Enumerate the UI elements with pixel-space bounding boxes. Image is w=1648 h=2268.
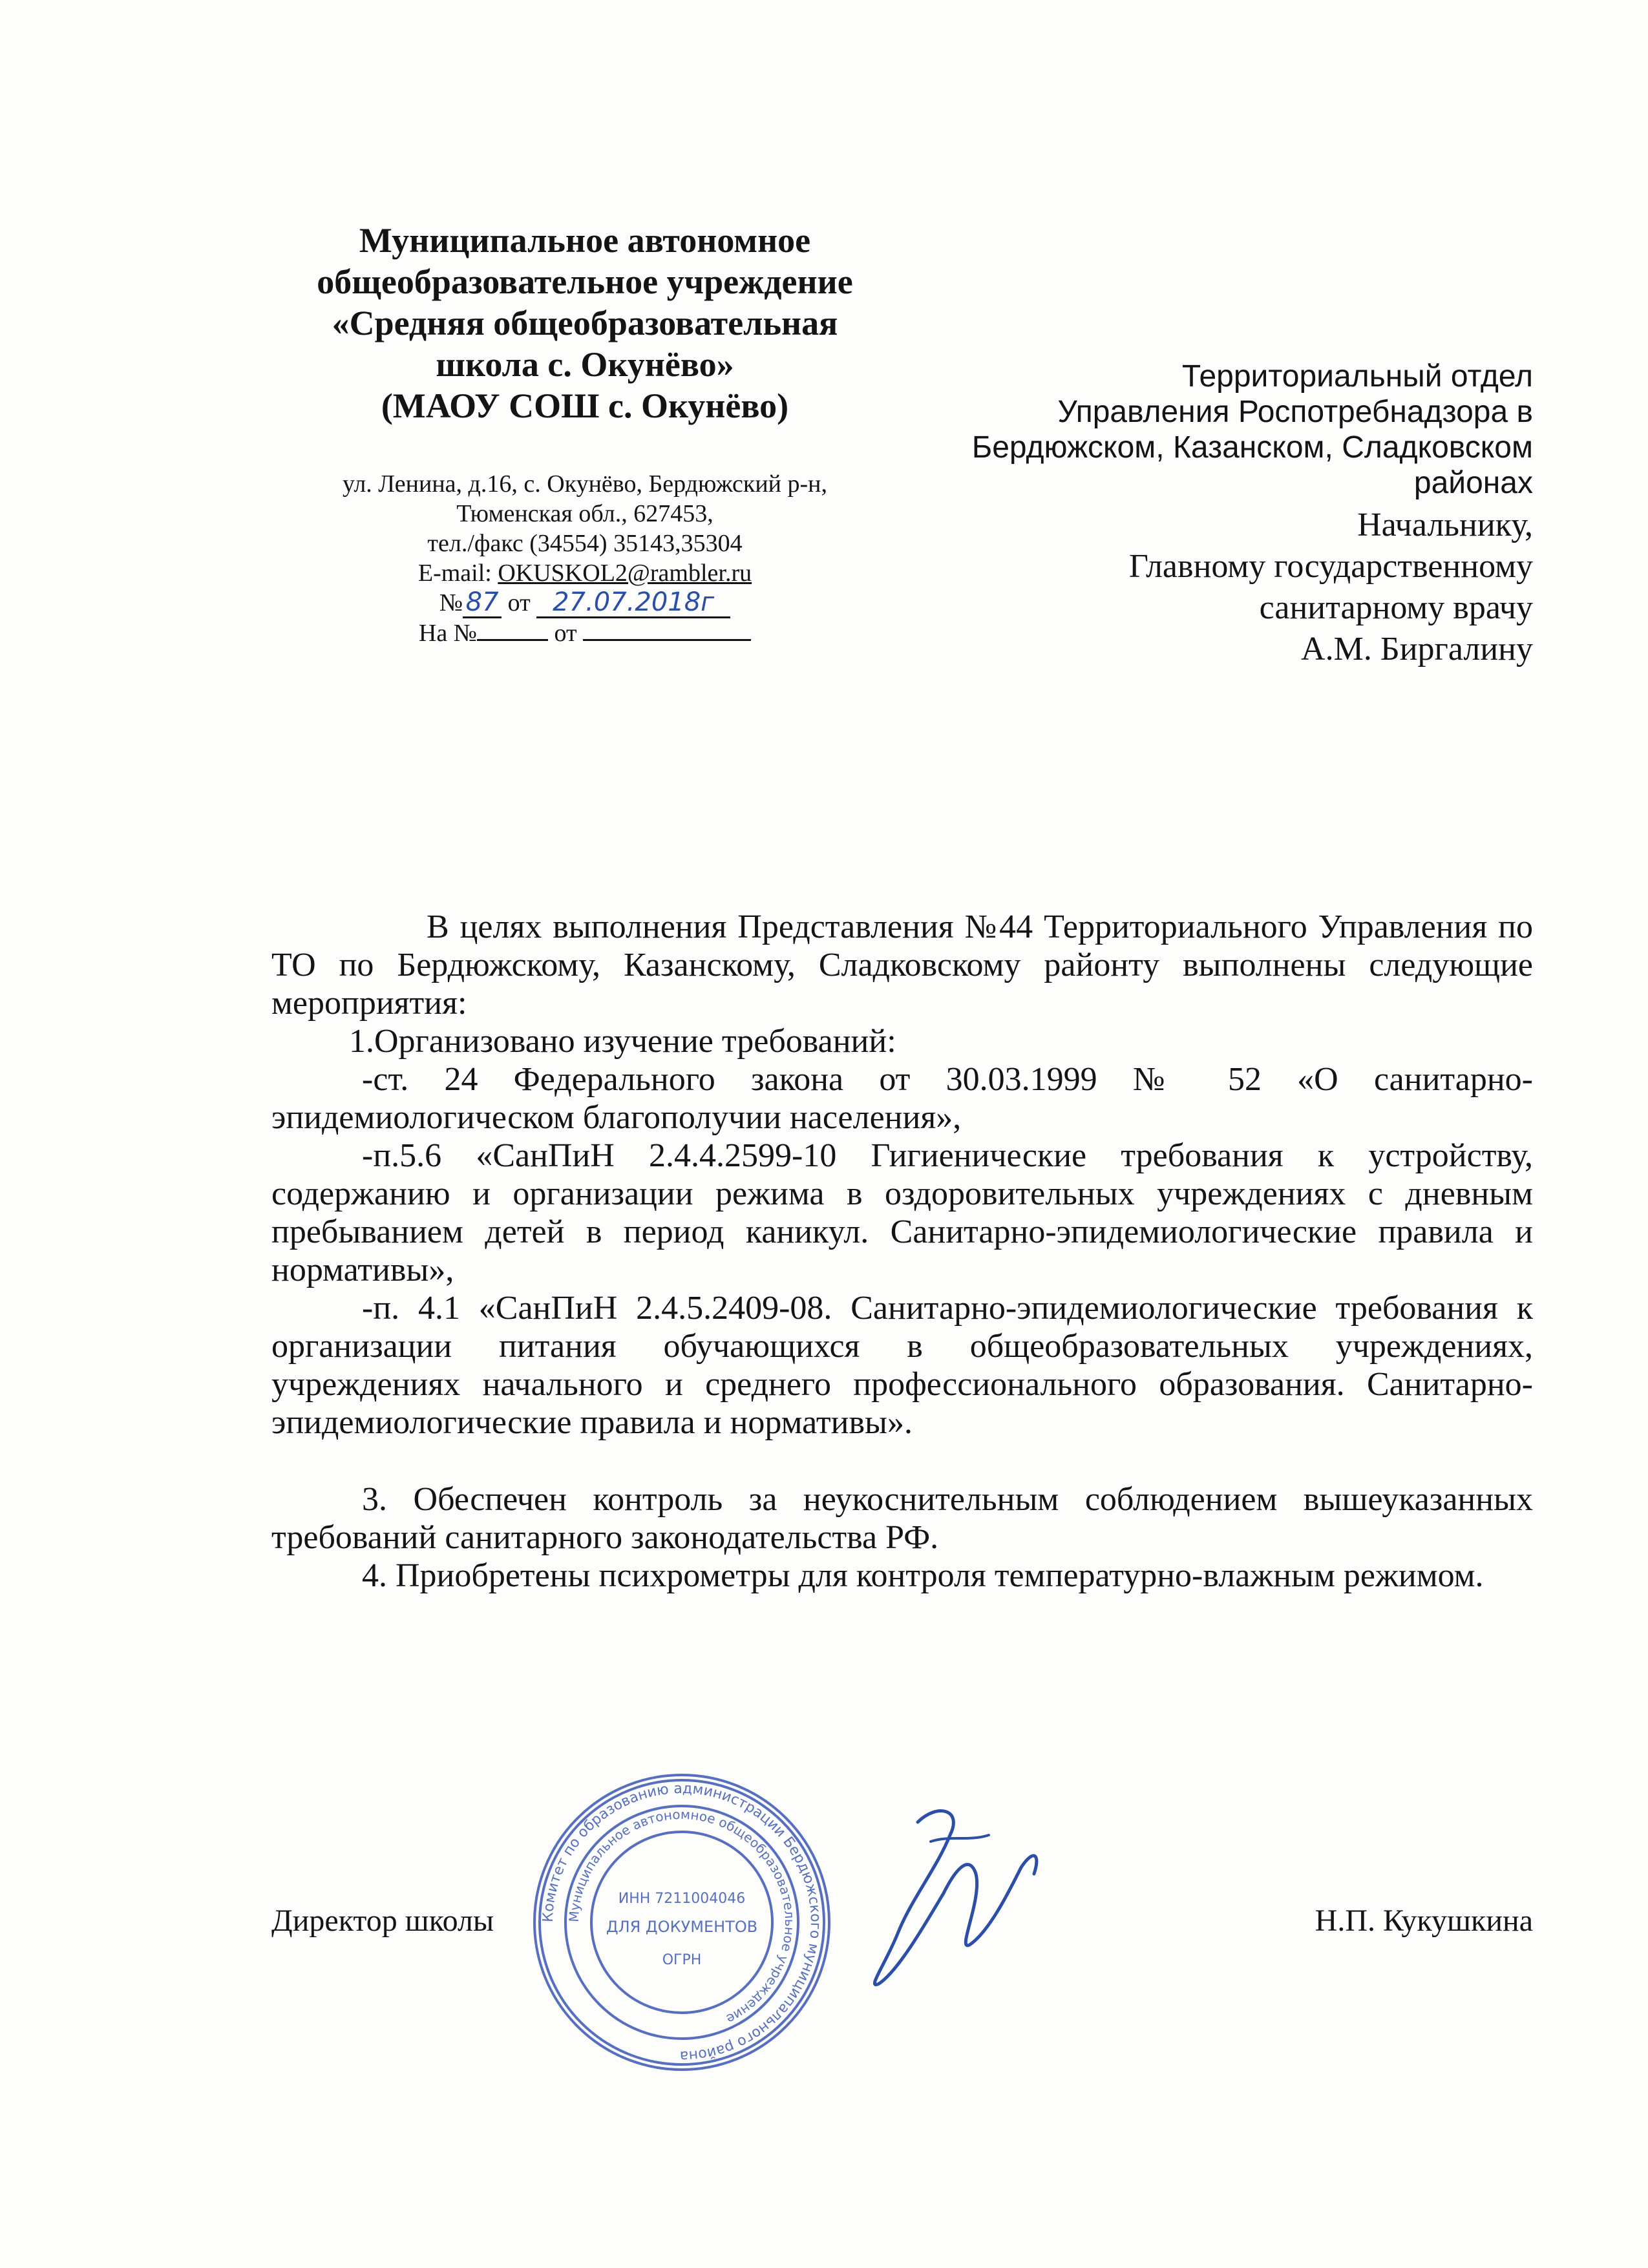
- org-line: Муниципальное автономное: [359, 221, 811, 260]
- org-line: (МАОУ СОШ с. Окунёво): [381, 386, 789, 425]
- requirement-3: -п. 4.1 «СанПиН 2.4.5.2409-08. Санитарно-эпидемиологические требования к организации питания обучающихся в общеобразовательных учреждениях, учреждениях начального и среднего профессионального образования. Санитарно-эпидемиологические правила и нормативы».: [271, 1290, 1533, 1441]
- outgoing-number-line: [259, 588, 911, 618]
- address-line: Тюменская обл., 627453,: [456, 500, 713, 527]
- item-1: 1.Организовано изучение требований:: [349, 1023, 896, 1060]
- email-label: E-mail:: [417, 560, 498, 587]
- requirement-1: -ст. 24 Федерального закона от 30.03.1999 № 52 «О санитарно-эпидемиологическом благополучии населения»,: [271, 1061, 1533, 1136]
- addressee-department: [887, 359, 1533, 501]
- org-line: школа с. Окунёво»: [436, 345, 734, 384]
- item-3: 3. Обеспечен контроль за неукоснительным соблюдением вышеуказанных требований санитарного законодательства РФ.: [271, 1481, 1533, 1556]
- stamp-inn: ИНН 7211004046: [618, 1891, 746, 1907]
- signature-block: [271, 1903, 1533, 1942]
- phone-line: тел./факс (34554) 35143,35304: [427, 530, 743, 557]
- date-label: от: [507, 589, 531, 616]
- addressee-person: [887, 505, 1533, 670]
- outgoing-no-value: 87: [463, 588, 502, 618]
- outgoing-no-label: №: [439, 589, 463, 616]
- stamp-outer-text: Комитет по образованию администрации Бердюжского муниципального района: [540, 1780, 824, 2064]
- letter-body: [271, 908, 1533, 1595]
- intro-paragraph: В целях выполнения Представления №44 Территориального Управления по ТО по Бердюжскому, Казанскому, Сладковскому районту выполнены следующие мероприятия:: [271, 908, 1533, 1022]
- person-line: санитарному врачу: [1259, 589, 1533, 626]
- reply-no-label: На №: [418, 620, 477, 647]
- dept-line: Территориальный отдел: [1181, 359, 1533, 394]
- item-4: 4. Приобретены психрометры для контроля температурно-влажным режимом.: [362, 1557, 1484, 1594]
- sender-block: [259, 220, 911, 648]
- reply-date-blank: [583, 639, 751, 641]
- address-line: ул. Ленина, д.16, с. Окунёво, Бердюжский р-н,: [342, 470, 828, 498]
- person-line: А.М. Биргалину: [1301, 631, 1533, 667]
- org-line: «Средняя общеобразовательная: [332, 304, 838, 342]
- requirement-2: -п.5.6 «СанПиН 2.4.4.2599-10 Гигиенические требования к устройству, содержанию и организации режима в оздоровительных учреждениях с дневным пребыванием детей в период каникул. Санитарно-эпидемиологические правила и нормативы»,: [271, 1137, 1533, 1288]
- dept-line: районах: [1413, 466, 1533, 500]
- dept-line: Бердюжском, Казанском, Сладковском: [971, 430, 1533, 465]
- org-line: общеобразовательное учреждение: [317, 262, 853, 301]
- signer-role: Директор школы: [271, 1904, 494, 1938]
- reply-number-line: [259, 618, 911, 648]
- stamp-middle-text: Муниципальное автономное общеобразовательное учреждение: [565, 1806, 798, 2028]
- paragraph-gap: [271, 1442, 1533, 1480]
- person-line: Главному государственному: [1128, 548, 1533, 585]
- email-line: [259, 558, 911, 588]
- addressee-block: [887, 359, 1533, 670]
- outgoing-date-value: 27.07.2018г: [536, 588, 730, 618]
- reply-date-label: от: [554, 620, 577, 647]
- reply-no-blank: [477, 639, 548, 641]
- stamp-ogrn: ОГРН: [662, 1952, 702, 1968]
- person-line: Начальнику,: [1357, 507, 1533, 543]
- sender-organization: [259, 220, 911, 426]
- dept-line: Управления Роспотребнадзора в: [1057, 395, 1533, 429]
- stamp-center: ДЛЯ ДОКУМЕНТОВ: [606, 1918, 758, 1936]
- email-link[interactable]: OKUSKOL2@rambler.ru: [498, 560, 752, 587]
- sender-contacts: [259, 469, 911, 648]
- signer-name: Н.П. Кукушкина: [1315, 1904, 1533, 1938]
